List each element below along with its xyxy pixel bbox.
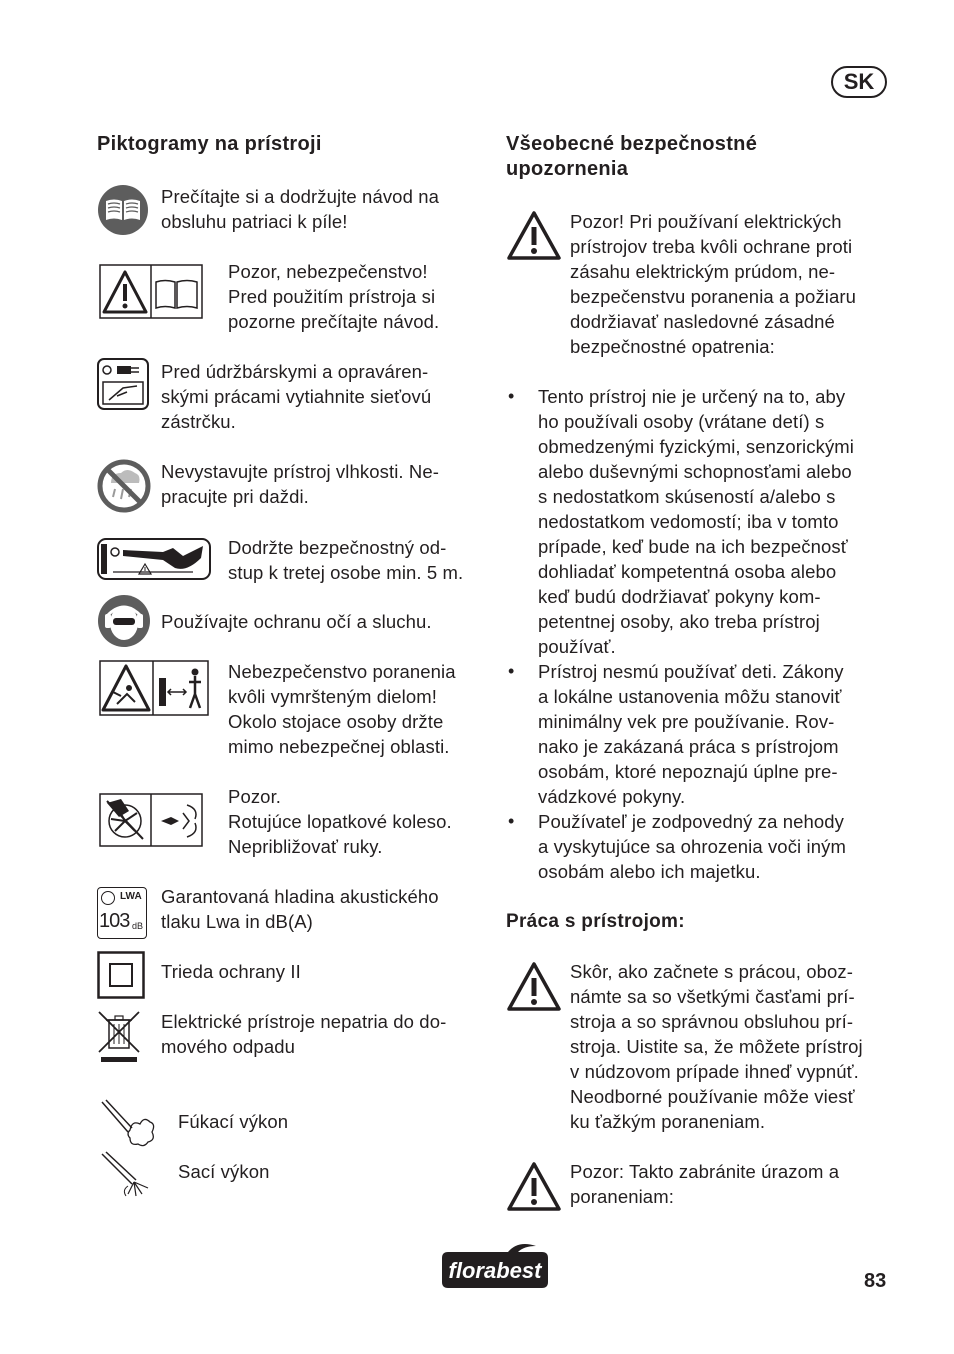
eye-ear-protection-icon	[97, 594, 151, 648]
crossed-bin-icon	[97, 1010, 141, 1064]
pictogram-text-class: Trieda ochrany II	[161, 961, 301, 982]
logo-text: florabest	[448, 1258, 542, 1283]
page-number: 83	[864, 1270, 887, 1292]
safety-distance-icon	[97, 536, 211, 581]
suction-power-icon	[98, 1150, 158, 1200]
pictogram-text-suction: Sací výkon	[178, 1161, 270, 1182]
noise-label: LWA	[120, 891, 142, 902]
warning-triangle-icon	[506, 209, 562, 261]
pictogram-text-unplug: Pred údržbárskymi a opraváren- skými prácami vytiahnite sieťovú zástrčku.	[161, 361, 432, 432]
protection-class-2-icon	[97, 951, 145, 999]
no-rain-icon	[97, 459, 151, 513]
bullet-text-3: Používateľ je zodpovedný za nehody a vyskytujúce sa ohrozenia voči iným osobám alebo ich majetku.	[538, 811, 846, 882]
safety-heading: Všeobecné bezpečnostné upozornenia	[506, 133, 758, 180]
warning-triangle-icon	[506, 960, 562, 1012]
pictograms-heading: Piktogramy na prístroji	[97, 133, 322, 155]
work-heading: Práca s prístrojom:	[506, 911, 685, 932]
warning-text-1: Pozor! Pri používaní elektrických prístrojov treba kvôli ochrane proti zásahu elektrickým prúdom, ne- bezpečenstvu poranenia a požiaru dodržiavať nasledovné zásadné bezpečnostné opatrenia:	[570, 211, 857, 357]
rotating-impeller-icon	[99, 793, 203, 847]
thrown-objects-icon	[99, 660, 209, 716]
pictogram-text-blowing: Fúkací výkon	[178, 1111, 289, 1132]
pictogram-text-noise: Garantovaná hladina akustického tlaku Lwa in dB(A)	[161, 886, 439, 932]
warning-text-2: Skôr, ako začnete s prácou, oboz- námte sa so všetkými časťami prí- stroja a so správnou obsluhou prí- stroja. Uistite sa, že môžete prístroj v núdzovom prípade ihneď vypnúť. Neodborné používanie môže viesť ku ťažkým poraneniam.	[570, 961, 863, 1132]
bullet-text-2: Prístroj nesmú používať deti. Zákony a lokálne ustanovenia môžu stanoviť minimálny vek pre používanie. Rov- nako je zakázaná práca s prístrojom osobám, ktoré nepoznajú úplne pre- vádzkové pokyny.	[538, 661, 844, 807]
florabest-logo	[438, 1244, 552, 1295]
pictogram-text-no-rain: Nevystavujte prístroj vlhkosti. Ne- pracujte pri daždi.	[161, 461, 440, 507]
language-badge: SK	[831, 66, 887, 98]
bullet-dot: •	[508, 386, 515, 406]
noise-level-icon	[97, 887, 147, 939]
warning-text-3: Pozor: Takto zabránite úrazom a poraneniam:	[570, 1161, 840, 1207]
warning-read-manual-icon	[99, 264, 203, 319]
pictogram-text-distance: Dodržte bezpečnostný od- stup k tretej osobe min. 5 m.	[228, 537, 464, 583]
warning-triangle-icon	[506, 1160, 562, 1212]
pictogram-text-protection: Používajte ochranu očí a sluchu.	[161, 611, 432, 632]
pictogram-text-warning: Pozor, nebezpečenstvo! Pred použitím prístroja si pozorne prečítajte návod.	[228, 261, 440, 332]
bullet-dot: •	[508, 661, 515, 681]
unplug-icon	[97, 358, 149, 410]
pictogram-text-manual: Prečítajte si a dodržujte návod na obsluhu patriaci k píle!	[161, 186, 439, 232]
bullet-text-1: Tento prístroj nie je určený na to, aby ho používali osoby (vrátane detí) s obmedzenými fyzickými, senzorickými alebo duševnými schopnosťami alebo s nedostatkom skúseností a/alebo s nedostatkom vedomostí; iba v tomto prípade, keď bude na ich bezpečnosť dohliadať kompetentná osoba alebo keď budú dodržiavať pokyny kom- petentnej osoby, ako treba prístroj používať.	[538, 386, 855, 657]
noise-value: 103	[99, 910, 130, 932]
read-manual-icon	[97, 184, 149, 236]
blowing-power-icon	[98, 1098, 158, 1150]
pictogram-text-disposal: Elektrické prístroje nepatria do do- mového odpadu	[161, 1011, 447, 1057]
noise-unit: dB	[132, 921, 144, 931]
pictogram-text-thrown: Nebezpečenstvo poranenia kvôli vymršteným dielom! Okolo stojace osoby držte mimo nebezpečnej oblasti.	[228, 661, 456, 757]
pictogram-text-impeller: Pozor. Rotujúce lopatkové koleso. Nepribližovať ruky.	[228, 786, 452, 857]
bullet-dot: •	[508, 811, 515, 831]
